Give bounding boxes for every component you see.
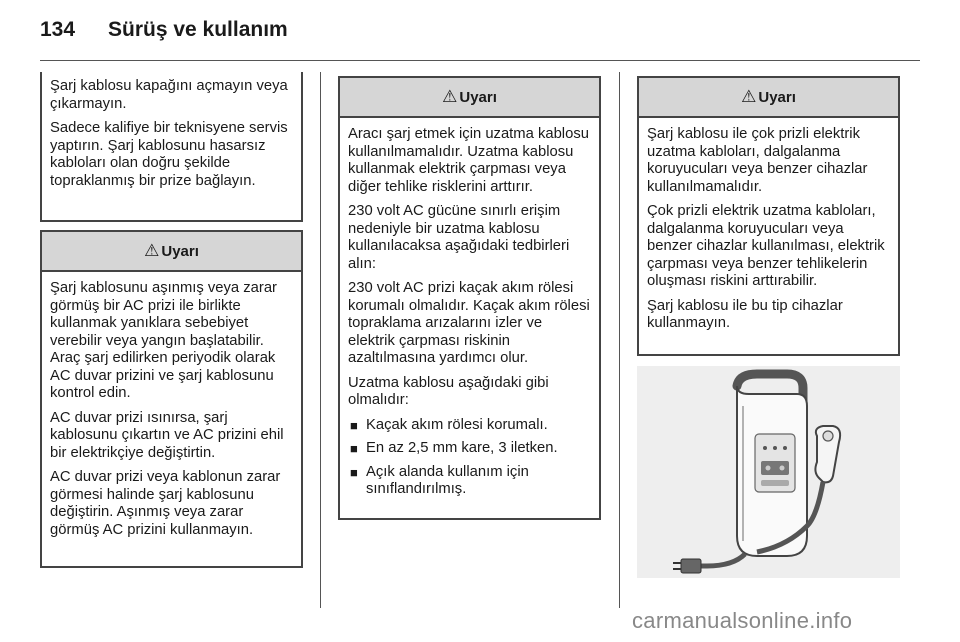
paragraph: Şarj kablosu ile çok prizli elektrik uzatma kabloları, dalgalanma koruyucuları veya benzer cihazlar kullanılmamalıdır. xyxy=(647,126,868,195)
page-title: Sürüş ve kullanım xyxy=(108,18,288,41)
warning-triangle-icon: ⚠ xyxy=(442,87,458,106)
watermark: carmanualsonline.info xyxy=(632,608,853,633)
paragraph: Aracı şarj etmek için uzatma kablosu kullanılmamalıdır. Uzatma kablosu kullanmak elektrik çarpması veya diğer tehlike risklerini arttırır. xyxy=(348,126,589,195)
charging-cable-illustration-svg xyxy=(637,366,900,578)
list-item: ■ Kaçak akım rölesi korumalı. xyxy=(350,416,548,433)
warning-triangle-icon: ⚠ xyxy=(144,241,160,260)
paragraph: Sadece kalifiye bir teknisyene servis yaptırın. Şarj kablosunu hasarsız kabloları olan doğru şekilde topraklanmış bir prize bağlayın. xyxy=(50,120,288,189)
column-divider-right xyxy=(619,72,620,608)
column-divider-left xyxy=(320,72,321,608)
warning-title: Uyarı xyxy=(161,242,199,260)
bullet-square-icon: ■ xyxy=(350,441,358,456)
bullet-square-icon: ■ xyxy=(350,417,358,433)
list-item: ■ Açık alanda kullanım için sınıflandırılmış. xyxy=(350,463,529,497)
paragraph: Şarj kablosu ile bu tip cihazlar kullanmayın. xyxy=(647,297,843,331)
header-divider xyxy=(40,60,920,61)
charging-cable-unit-illustration xyxy=(637,366,900,578)
warning-triangle-icon: ⚠ xyxy=(741,87,757,106)
warning-box-extension-cable xyxy=(338,76,601,520)
paragraph: Uzatma kablosu aşağıdaki gibi olmalıdır: xyxy=(348,374,549,408)
paragraph: AC duvar prizi ısınırsa, şarj kablosunu çıkartın ve AC prizini ehil bir elektrikçiye değiştirtin. xyxy=(50,409,284,461)
warning-header xyxy=(42,232,301,272)
paragraph: AC duvar prizi veya kablonun zarar görmesi halinde şarj kablosunu değiştirin. Aşınmış veya zarar görmüş AC prizini kullanmayın. xyxy=(50,469,281,538)
warning-title: Uyarı xyxy=(459,88,497,106)
requirements-list xyxy=(348,417,591,499)
page-header xyxy=(40,18,920,48)
warning-box-worn-outlet xyxy=(40,230,303,568)
page-number: 134 xyxy=(40,18,76,41)
paragraph: 230 volt AC gücüne sınırlı erişim nedeniyle bir uzatma kablosu kullanılacaksa aşağıdaki tedbirleri alın: xyxy=(348,203,570,272)
paragraph: Şarj kablosunu aşınmış veya zarar görmüş bir AC prizi ile birlikte kullanmak yanıklara sebebiyet verebilir veya yangın başlatabilir. Araç şarj edilirken periyodik olarak AC duvar prizini ve şarj kablosunu kontrol edin. xyxy=(50,280,277,401)
bullet-square-icon: ■ xyxy=(350,464,358,480)
paragraph: Çok prizli elektrik uzatma kabloları, dalgalanma koruyucuları veya benzer cihazlar kullanılması, elektrik çarpması veya benzer tehlikelerin oluşması riskini arttırabilir. xyxy=(647,203,885,289)
list-item: ■ En az 2,5 mm kare, 3 iletken. xyxy=(350,440,558,456)
warning-box-multi-outlet xyxy=(637,76,900,356)
warning-title: Uyarı xyxy=(758,88,796,106)
paragraph: 230 volt AC prizi kaçak akım rölesi korumalı olmalıdır. Kaçak akım rölesi topraklama arızalarını izler ve elektrik çarpması riskinin azaltılmasına yardımcı olur. xyxy=(348,280,590,366)
paragraph: Şarj kablosu kapağını açmayın veya çıkarmayın. xyxy=(50,78,288,112)
warning-header xyxy=(639,78,898,118)
continued-warning-box xyxy=(40,72,303,222)
warning-header xyxy=(340,78,599,118)
